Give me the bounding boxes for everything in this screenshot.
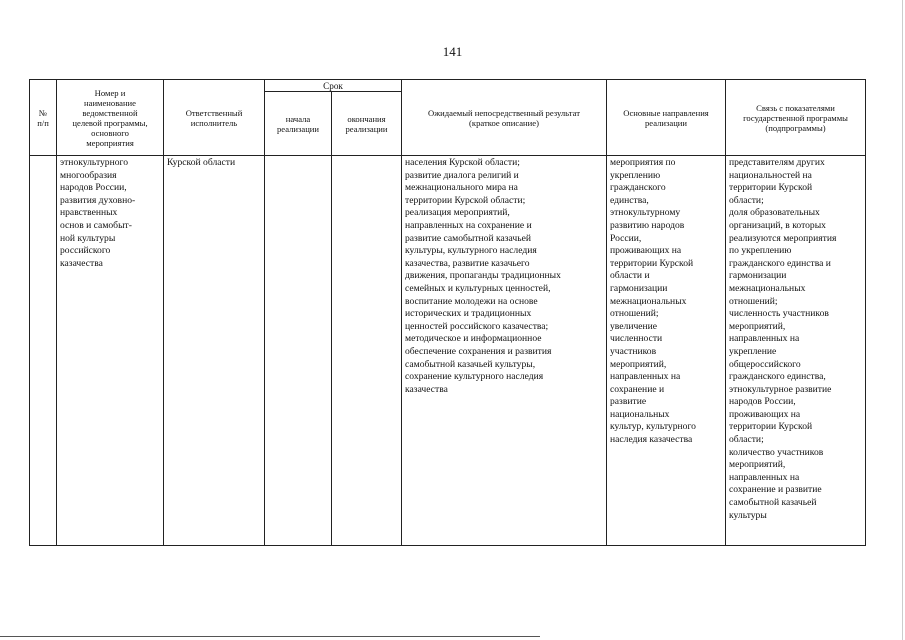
header-num: № п/п xyxy=(30,80,57,156)
cell-link: представителям других национальностей на территории Курской области; доля образовательных организаций, в которых реализуются мероприятия по укреплению гражданского единства и гармонизации межнациональных отношений; численность участников мероприятий, направленных на укрепление общероссийского гражданского единства, этнокультурное развитие народов России, проживающих на территории Курской области; количество участников мероприятий, направленных на сохранение и развитие самобытной казачьей культуры xyxy=(726,156,866,546)
cell-directions: мероприятия по укреплению гражданского единства, этнокультурному развитию народов России, проживающих на территории Курской области и гармонизации межнациональных отношений; увеличение численности участников мероприятий, направленных на сохранение и развитие национальных культур, культурного наследия казачества xyxy=(607,156,726,546)
header-result: Ожидаемый непосредственный результат (краткое описание) xyxy=(402,80,607,156)
cell-program: этнокультурного многообразия народов России, развития духовно- нравственных основ и самобыт- ной культуры российского казачества xyxy=(57,156,164,546)
cell-end xyxy=(332,156,402,546)
header-end: окончания реализации xyxy=(332,92,402,156)
header-term: Срок xyxy=(265,80,402,92)
scan-edge-right xyxy=(902,0,903,640)
program-table xyxy=(29,79,866,546)
cell-result: населения Курской области; развитие диалога религий и межнационального мира на территории Курской области; реализация мероприятий, направленных на сохранение и развитие самобытной казачьей культуры, культурного наследия казачества, развитие казачьего движения, пропаганды традиционных семейных и культурных ценностей, воспитание молодежи на основе исторических и традиционных ценностей российского казачества; методическое и информационное обеспечение сохранения и развития самобытной казачьей культуры, сохранение культурного наследия казачества xyxy=(402,156,607,546)
header-start: начала реализации xyxy=(265,92,332,156)
cell-num xyxy=(30,156,57,546)
header-executor: Ответственный исполнитель xyxy=(164,80,265,156)
header-program: Номер и наименование ведомственной целевой программы, основного мероприятия xyxy=(57,80,164,156)
header-row-top xyxy=(30,80,866,92)
cell-start xyxy=(265,156,332,546)
table-row xyxy=(30,156,866,546)
page-number: 141 xyxy=(442,44,463,59)
cell-executor: Курской области xyxy=(164,156,265,546)
header-link: Связь с показателями государственной программы (подпрограммы) xyxy=(726,80,866,156)
header-directions: Основные направления реализации xyxy=(607,80,726,156)
scan-edge-line xyxy=(0,636,540,637)
